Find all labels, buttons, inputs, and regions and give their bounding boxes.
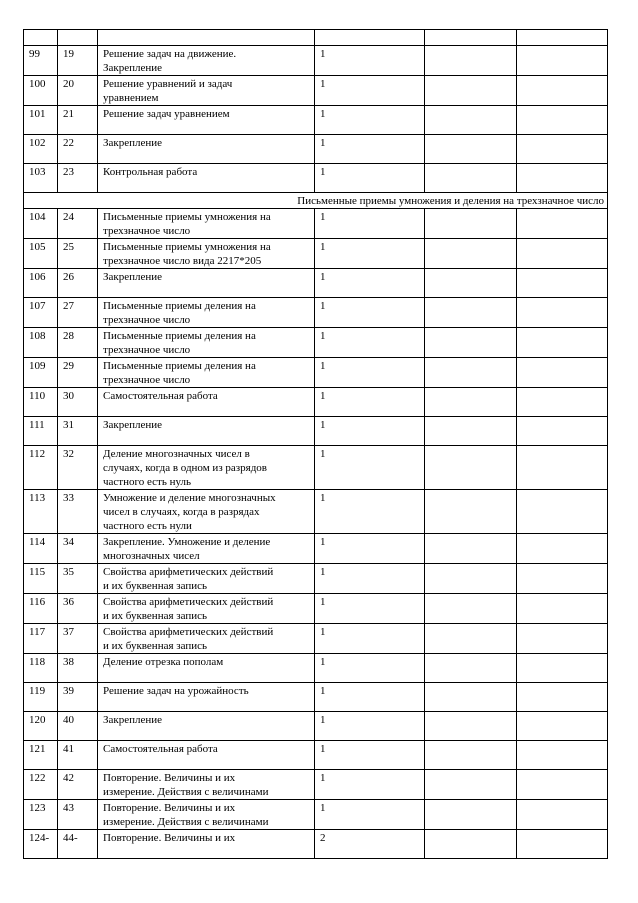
hours-cell: 1 <box>315 741 425 770</box>
lesson-topic-cell: Письменные приемы умножения на трехзначное число <box>98 209 315 239</box>
topic-number-cell: 31 <box>58 417 98 446</box>
lesson-topic-cell: Свойства арифметических действий и их буквенная запись <box>98 594 315 624</box>
table-row <box>24 328 608 358</box>
empty-cell <box>517 135 608 164</box>
topic-number-cell: 29 <box>58 358 98 388</box>
empty-cell <box>517 358 608 388</box>
topic-number-cell: 40 <box>58 712 98 741</box>
table-row <box>24 298 608 328</box>
empty-cell <box>425 446 517 490</box>
table-row <box>24 388 608 417</box>
lesson-topic-cell: Закрепление <box>98 135 315 164</box>
hours-cell: 1 <box>315 209 425 239</box>
empty-cell <box>425 741 517 770</box>
lesson-number-cell: 119 <box>24 683 58 712</box>
hours-cell: 1 <box>315 298 425 328</box>
empty-cell <box>425 269 517 298</box>
empty-cell <box>517 46 608 76</box>
empty-cell <box>425 106 517 135</box>
topic-number-cell: 41 <box>58 741 98 770</box>
lesson-topic-cell: Закрепление. Умножение и деление многозначных чисел <box>98 534 315 564</box>
section-header-row <box>24 193 608 209</box>
hours-cell: 1 <box>315 683 425 712</box>
empty-cell <box>517 76 608 106</box>
empty-cell <box>425 388 517 417</box>
lesson-number-cell: 122 <box>24 770 58 800</box>
lesson-number-cell: 124- <box>24 830 58 859</box>
topic-number-cell: 37 <box>58 624 98 654</box>
empty-cell <box>517 770 608 800</box>
table-row <box>24 46 608 76</box>
empty-cell <box>517 564 608 594</box>
lesson-topic-cell: Самостоятельная работа <box>98 388 315 417</box>
topic-number-cell: 42 <box>58 770 98 800</box>
hours-cell: 1 <box>315 770 425 800</box>
table-row <box>24 417 608 446</box>
lesson-topic-cell: Решение уравнений и задач уравнением <box>98 76 315 106</box>
lesson-topic-cell: Самостоятельная работа <box>98 741 315 770</box>
topic-number-cell: 38 <box>58 654 98 683</box>
header-cell <box>425 30 517 46</box>
empty-cell <box>517 800 608 830</box>
lesson-topic-cell: Повторение. Величины и их измерение. Действия с величинами <box>98 800 315 830</box>
header-cell <box>58 30 98 46</box>
table-row <box>24 446 608 490</box>
hours-cell: 1 <box>315 269 425 298</box>
lesson-topic-cell: Решение задач уравнением <box>98 106 315 135</box>
lesson-topic-cell: Повторение. Величины и их измерение. Действия с величинами <box>98 770 315 800</box>
header-cell <box>517 30 608 46</box>
lesson-topic-cell: Повторение. Величины и их <box>98 830 315 859</box>
topic-number-cell: 26 <box>58 269 98 298</box>
header-cell <box>24 30 58 46</box>
lesson-number-cell: 120 <box>24 712 58 741</box>
empty-cell <box>425 76 517 106</box>
table-row <box>24 164 608 193</box>
lesson-number-cell: 123 <box>24 800 58 830</box>
hours-cell: 1 <box>315 388 425 417</box>
empty-cell <box>517 624 608 654</box>
hours-cell: 1 <box>315 239 425 269</box>
topic-number-cell: 32 <box>58 446 98 490</box>
hours-cell: 1 <box>315 800 425 830</box>
hours-cell: 1 <box>315 564 425 594</box>
topic-number-cell: 22 <box>58 135 98 164</box>
lesson-number-cell: 118 <box>24 654 58 683</box>
topic-number-cell: 19 <box>58 46 98 76</box>
table-row <box>24 358 608 388</box>
lesson-number-cell: 112 <box>24 446 58 490</box>
hours-cell: 1 <box>315 654 425 683</box>
empty-cell <box>517 328 608 358</box>
empty-cell <box>425 46 517 76</box>
lesson-plan-body <box>24 30 608 859</box>
empty-cell <box>425 298 517 328</box>
lesson-number-cell: 121 <box>24 741 58 770</box>
empty-cell <box>425 358 517 388</box>
hours-cell: 1 <box>315 135 425 164</box>
empty-cell <box>425 770 517 800</box>
topic-number-cell: 34 <box>58 534 98 564</box>
empty-cell <box>425 683 517 712</box>
hours-cell: 1 <box>315 594 425 624</box>
header-cell <box>315 30 425 46</box>
empty-cell <box>425 534 517 564</box>
section-title: Письменные приемы умножения и деления на трехзначное число <box>24 193 608 209</box>
empty-cell <box>425 594 517 624</box>
table-row <box>24 770 608 800</box>
empty-cell <box>517 446 608 490</box>
lesson-number-cell: 103 <box>24 164 58 193</box>
topic-number-cell: 43 <box>58 800 98 830</box>
lesson-number-cell: 110 <box>24 388 58 417</box>
table-row <box>24 830 608 859</box>
table-row <box>24 654 608 683</box>
lesson-number-cell: 107 <box>24 298 58 328</box>
empty-cell <box>425 328 517 358</box>
hours-cell: 1 <box>315 624 425 654</box>
empty-cell <box>425 135 517 164</box>
topic-number-cell: 27 <box>58 298 98 328</box>
empty-cell <box>517 741 608 770</box>
empty-cell <box>517 830 608 859</box>
empty-cell <box>517 239 608 269</box>
lesson-topic-cell: Свойства арифметических действий и их буквенная запись <box>98 624 315 654</box>
topic-number-cell: 30 <box>58 388 98 417</box>
lesson-topic-cell: Решение задач на движение. Закрепление <box>98 46 315 76</box>
empty-cell <box>517 712 608 741</box>
empty-cell <box>517 490 608 534</box>
hours-cell: 2 <box>315 830 425 859</box>
header-cell <box>98 30 315 46</box>
empty-cell <box>517 269 608 298</box>
lesson-topic-cell: Закрепление <box>98 269 315 298</box>
lesson-number-cell: 115 <box>24 564 58 594</box>
lesson-topic-cell: Закрепление <box>98 712 315 741</box>
empty-cell <box>517 298 608 328</box>
hours-cell: 1 <box>315 417 425 446</box>
topic-number-cell: 20 <box>58 76 98 106</box>
lesson-topic-cell: Закрепление <box>98 417 315 446</box>
empty-cell <box>425 830 517 859</box>
hours-cell: 1 <box>315 490 425 534</box>
empty-cell <box>425 164 517 193</box>
lesson-number-cell: 117 <box>24 624 58 654</box>
empty-cell <box>517 388 608 417</box>
empty-cell <box>425 712 517 741</box>
lesson-topic-cell: Письменные приемы деления на трехзначное число <box>98 358 315 388</box>
table-row <box>24 741 608 770</box>
empty-cell <box>425 624 517 654</box>
topic-number-cell: 33 <box>58 490 98 534</box>
lesson-topic-cell: Письменные приемы деления на трехзначное число <box>98 298 315 328</box>
lesson-topic-cell: Свойства арифметических действий и их буквенная запись <box>98 564 315 594</box>
hours-cell: 1 <box>315 106 425 135</box>
topic-number-cell: 28 <box>58 328 98 358</box>
lesson-number-cell: 102 <box>24 135 58 164</box>
topic-number-cell: 44- <box>58 830 98 859</box>
table-row <box>24 106 608 135</box>
topic-number-cell: 21 <box>58 106 98 135</box>
hours-cell: 1 <box>315 712 425 741</box>
table-row <box>24 209 608 239</box>
lesson-number-cell: 100 <box>24 76 58 106</box>
empty-cell <box>425 417 517 446</box>
lesson-topic-cell: Деление многозначных чисел в случаях, когда в одном из разрядов частного есть нуль <box>98 446 315 490</box>
empty-cell <box>517 594 608 624</box>
table-row <box>24 239 608 269</box>
hours-cell: 1 <box>315 446 425 490</box>
topic-number-cell: 39 <box>58 683 98 712</box>
lesson-number-cell: 101 <box>24 106 58 135</box>
hours-cell: 1 <box>315 534 425 564</box>
table-row <box>24 76 608 106</box>
table-row <box>24 490 608 534</box>
topic-number-cell: 35 <box>58 564 98 594</box>
hours-cell: 1 <box>315 328 425 358</box>
hours-cell: 1 <box>315 358 425 388</box>
table-row <box>24 712 608 741</box>
empty-cell <box>425 239 517 269</box>
empty-cell <box>425 800 517 830</box>
empty-cell <box>517 209 608 239</box>
lesson-number-cell: 104 <box>24 209 58 239</box>
table-row <box>24 683 608 712</box>
lesson-number-cell: 105 <box>24 239 58 269</box>
lesson-topic-cell: Письменные приемы деления на трехзначное число <box>98 328 315 358</box>
empty-cell <box>517 654 608 683</box>
empty-cell <box>425 564 517 594</box>
empty-cell <box>517 683 608 712</box>
table-row <box>24 594 608 624</box>
lesson-number-cell: 108 <box>24 328 58 358</box>
lesson-number-cell: 111 <box>24 417 58 446</box>
table-row <box>24 800 608 830</box>
empty-cell <box>517 164 608 193</box>
lesson-number-cell: 106 <box>24 269 58 298</box>
lesson-number-cell: 116 <box>24 594 58 624</box>
topic-number-cell: 24 <box>58 209 98 239</box>
lesson-number-cell: 99 <box>24 46 58 76</box>
empty-cell <box>425 654 517 683</box>
topic-number-cell: 25 <box>58 239 98 269</box>
lesson-topic-cell: Умножение и деление многозначных чисел в случаях, когда в разрядах частного есть нули <box>98 490 315 534</box>
lesson-plan-table <box>23 29 608 859</box>
table-row <box>24 624 608 654</box>
topic-number-cell: 36 <box>58 594 98 624</box>
table-row <box>24 269 608 298</box>
hours-cell: 1 <box>315 164 425 193</box>
table-row <box>24 135 608 164</box>
table-row <box>24 564 608 594</box>
lesson-topic-cell: Письменные приемы умножения на трехзначное число вида 2217*205 <box>98 239 315 269</box>
hours-cell: 1 <box>315 46 425 76</box>
empty-cell <box>517 106 608 135</box>
lesson-topic-cell: Контрольная работа <box>98 164 315 193</box>
table-header-row <box>24 30 608 46</box>
lesson-number-cell: 113 <box>24 490 58 534</box>
lesson-topic-cell: Решение задач на урожайность <box>98 683 315 712</box>
empty-cell <box>517 534 608 564</box>
lesson-number-cell: 114 <box>24 534 58 564</box>
empty-cell <box>425 490 517 534</box>
empty-cell <box>517 417 608 446</box>
topic-number-cell: 23 <box>58 164 98 193</box>
lesson-topic-cell: Деление отрезка пополам <box>98 654 315 683</box>
hours-cell: 1 <box>315 76 425 106</box>
empty-cell <box>425 209 517 239</box>
table-row <box>24 534 608 564</box>
lesson-number-cell: 109 <box>24 358 58 388</box>
